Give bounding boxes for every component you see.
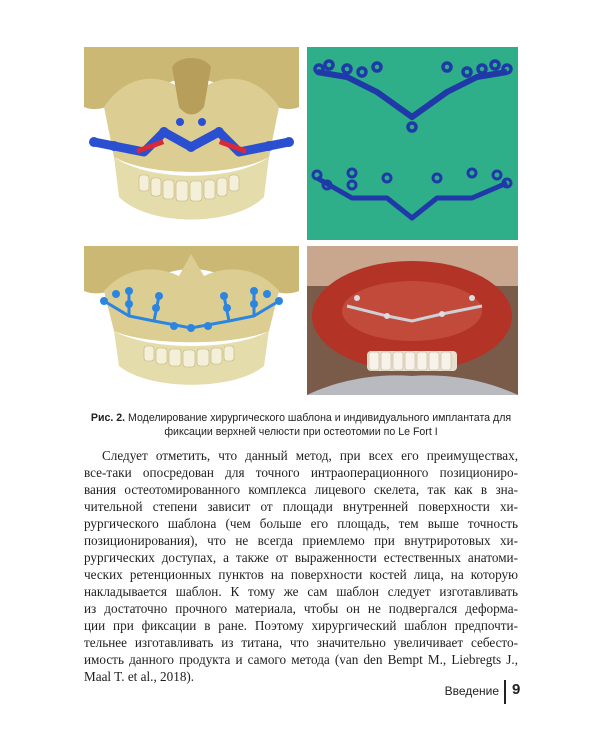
body-paragraph bbox=[84, 447, 518, 685]
text-line: вания остеотомированного комплекса лицевого скелета, так как в зна- bbox=[84, 482, 518, 497]
text-line: накладывается шаблон. К тому же сам шаблон следует изготавливать bbox=[84, 584, 518, 599]
figure-panel-3d-implant bbox=[84, 246, 299, 395]
skull-implant-render bbox=[84, 246, 299, 395]
footer-divider bbox=[504, 680, 506, 704]
text-line: рургических доступах, а также от выраженности естественных анатоми- bbox=[84, 550, 518, 565]
text-line: позиционирования), что не всегда приемлемо при внутриротовых хи- bbox=[84, 533, 518, 548]
text-line: все-таки опосредован для точного интраоперационного позициониро- bbox=[84, 465, 518, 480]
text-line: Следует отметить, что данный метод, при всех его преимуществах, bbox=[102, 448, 518, 463]
text-line: из достаточно прочного материала, чтобы он не подвергался деформа- bbox=[84, 601, 518, 616]
skull-template-render bbox=[84, 47, 299, 240]
printed-template-photo-side bbox=[307, 143, 518, 240]
text-line: ции при фиксации в ране. Поэтому хирургический шаблон предпочти- bbox=[84, 618, 518, 633]
figure-panel-printed-template-side bbox=[307, 143, 518, 240]
text-line: ческих ретенционных пунктов на поверхности костей лица, на которую bbox=[84, 567, 518, 582]
text-line: Maal T. et al., 2018). bbox=[84, 669, 195, 684]
figure-panel-3d-template bbox=[84, 47, 299, 240]
page-number: 9 bbox=[512, 681, 521, 698]
caption-text: Моделирование хирургического шаблона и индивидуального имплантата для фиксации верхней челюсти при остеотомии по Le Fort I bbox=[128, 412, 512, 438]
intraoperative-photo bbox=[307, 246, 518, 395]
text-line: имость данного продукта и самого метода (van den Bempt M., Liebregts J., bbox=[84, 652, 518, 667]
text-line: рургического шаблона (чем больше его площадь, тем выше точность bbox=[84, 516, 518, 531]
figure-caption bbox=[84, 411, 518, 439]
running-footer-section: Введение bbox=[444, 684, 499, 698]
text-line: тельнее изготавливать из титана, что значительно увеличивает себесто- bbox=[84, 635, 518, 650]
printed-template-photo-front bbox=[307, 47, 518, 143]
figure-panel-intraoperative bbox=[307, 246, 518, 395]
text-line: чительной степени зависит от площади внутренней поверхности хи- bbox=[84, 499, 518, 514]
figure-panel-printed-template-front bbox=[307, 47, 518, 143]
caption-label: Рис. 2. bbox=[90, 412, 126, 424]
